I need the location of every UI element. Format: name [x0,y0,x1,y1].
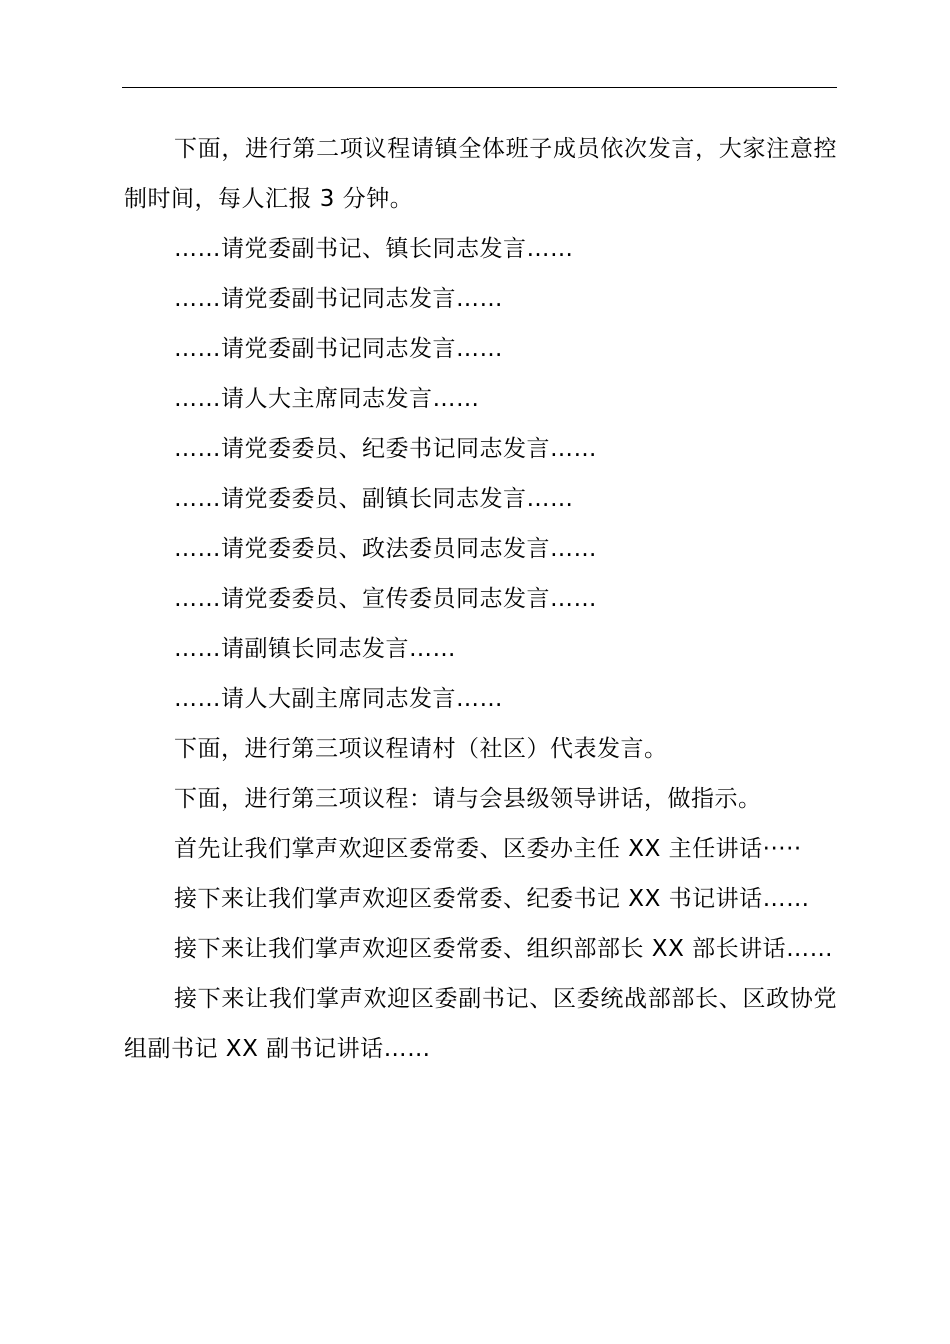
document-body [124,124,837,1074]
paragraph: ……请党委副书记同志发言…… [174,286,503,312]
paragraph: ……请副镇长同志发言…… [174,636,456,662]
paragraph: 接下来让我们掌声欢迎区委常委、纪委书记 XX 书记讲话…… [174,886,810,912]
paragraph: ……请人大副主席同志发言…… [174,686,503,712]
header-rule [122,87,837,88]
paragraph: ……请党委委员、纪委书记同志发言…… [174,436,597,462]
paragraph: ……请党委委员、副镇长同志发言…… [174,486,574,512]
paragraph: 首先让我们掌声欢迎区委常委、区委办主任 XX 主任讲话····· [174,836,802,862]
paragraph: 下面，进行第三项议程请村（社区）代表发言。 [174,736,668,762]
paragraph: ……请党委副书记、镇长同志发言…… [174,236,574,262]
paragraph: 下面，进行第三项议程：请与会县级领导讲话，做指示。 [174,786,762,812]
paragraph: 接下来让我们掌声欢迎区委常委、组织部部长 XX 部长讲话…… [174,936,834,962]
paragraph: 下面，进行第二项议程请镇全体班子成员依次发言，大家注意控制时间，每人汇报 3 分钟。 [124,136,837,212]
paragraph: ……请党委委员、宣传委员同志发言…… [174,586,597,612]
paragraph: 接下来让我们掌声欢迎区委副书记、区委统战部部长、区政协党组副书记 XX 副书记讲话…… [124,986,837,1062]
paragraph: ……请党委委员、政法委员同志发言…… [174,536,597,562]
paragraph: ……请人大主席同志发言…… [174,386,480,412]
paragraph: ……请党委副书记同志发言…… [174,336,503,362]
